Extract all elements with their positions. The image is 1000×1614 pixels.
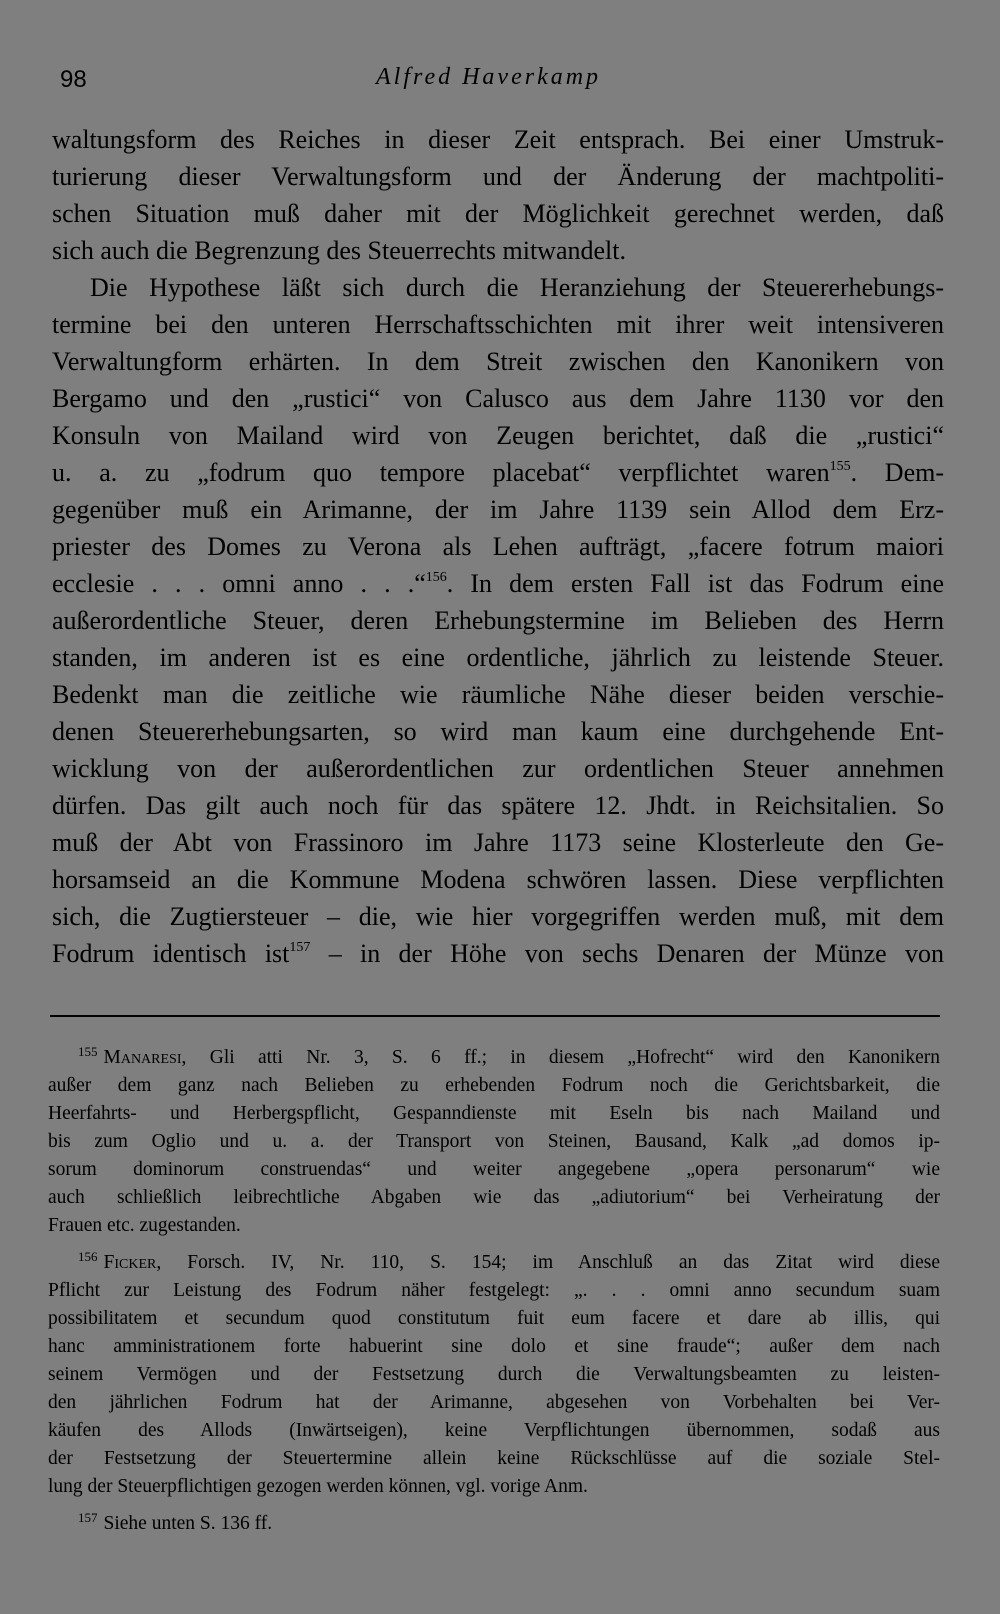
footnote-divider: [50, 1015, 940, 1017]
footnote-line: Heerfahrts- und Herbergspflicht, Gespanndienste mit Eseln bis nach Mailand und: [48, 1103, 940, 1124]
footnote-line: possibilitatem et secundum quod constitutum fuit eum facere et dare ab illis, qui: [48, 1308, 940, 1329]
footnotes: [48, 1044, 940, 1538]
text-segment: Fodrum identisch ist: [52, 939, 290, 968]
text-line: muß der Abt von Frassinoro im Jahre 1173 seine Klosterleute den Ge-: [52, 828, 944, 857]
text-line: gegenüber muß ein Arimanne, der im Jahre 1139 sein Allod dem Erz-: [52, 495, 944, 524]
footnote-line: Pflicht zur Leistung des Fodrum näher festgelegt: „. . . omni anno secundum suam: [48, 1280, 940, 1301]
footnote-line: seinem Vermögen und der Festsetzung durch die Verwaltungsbeamten zu leisten-: [48, 1364, 940, 1385]
footnote-ref-156[interactable]: 156: [425, 570, 447, 585]
footnote-156: [48, 1249, 940, 1277]
footnote-ref-155[interactable]: 155: [829, 459, 851, 474]
text-line: [52, 935, 944, 972]
text-line: sich auch die Begrenzung des Steuerrechts mitwandelt.: [52, 236, 626, 265]
footnote-line: Frauen etc. zugestanden.: [48, 1215, 241, 1236]
text-line: turierung dieser Verwaltungsform und der Änderung der machtpoliti-: [52, 162, 944, 191]
text-line: horsamseid an die Kommune Modena schwören lassen. Diese verpflichten: [52, 865, 944, 894]
footnote-155: [48, 1044, 940, 1072]
text-line: außerordentliche Steuer, deren Erhebungstermine im Belieben des Herrn: [52, 606, 944, 635]
footnote-text: , Gli atti Nr. 3, S. 6 ff.; in diesem „Hofrecht“ wird den Kanonikern: [181, 1047, 940, 1068]
text-segment: ecclesie . . . omni anno . . .“: [52, 569, 426, 598]
running-title: Alfred Haverkamp: [376, 64, 602, 90]
footnote-line: der Festsetzung der Steuertermine allein keine Rückschlüsse auf die soziale Stel-: [48, 1448, 940, 1469]
footnote-number: 156: [78, 1249, 98, 1264]
text-line: standen, im anderen ist es eine ordentliche, jährlich zu leistende Steuer.: [52, 643, 944, 672]
text-line: termine bei den unteren Herrschaftsschichten mit ihrer weit intensiveren: [52, 310, 944, 339]
text-line: sich, die Zugtiersteuer – die, wie hier vorgegriffen werden muß, mit dem: [52, 902, 944, 931]
text-line: [52, 565, 944, 602]
text-line: schen Situation muß daher mit der Möglichkeit gerechnet werden, daß: [52, 199, 944, 228]
text-line: denen Steuererhebungsarten, so wird man kaum eine durchgehende Ent-: [52, 717, 944, 746]
footnote-line: lung der Steuerpflichtigen gezogen werden können, vgl. vorige Anm.: [48, 1476, 588, 1497]
footnote-line: sorum dominorum construendas“ und weiter angegebene „opera personarum“ wie: [48, 1159, 940, 1180]
footnote-line: bis zum Oglio und u. a. der Transport von Steinen, Bausand, Kalk „ad domos ip-: [48, 1131, 940, 1152]
footnote-ref-157[interactable]: 157: [289, 940, 311, 955]
running-head: [58, 62, 940, 102]
text-line: wicklung von der außerordentlichen zur ordentlichen Steuer annehmen: [52, 754, 944, 783]
footnote-line: auch schließlich leibrechtliche Abgaben wie das „adiutorium“ bei Verheiratung der: [48, 1187, 940, 1208]
text-line: Bergamo und den „rustici“ von Calusco aus dem Jahre 1130 vor den: [52, 384, 944, 413]
text-line: [52, 454, 944, 491]
text-line: Konsuln von Mailand wird von Zeugen berichtet, daß die „rustici“: [52, 421, 944, 450]
footnote-number: 157: [78, 1510, 98, 1525]
text-line: waltungsform des Reiches in dieser Zeit entsprach. Bei einer Umstruk-: [52, 125, 944, 154]
text-line: priester des Domes zu Verona als Lehen aufträgt, „facere fotrum maiori: [52, 532, 944, 561]
text-line: Verwaltungform erhärten. In dem Streit zwischen den Kanonikern von: [52, 347, 944, 376]
text-line: Die Hypothese läßt sich durch die Heranziehung der Steuererhebungs-: [90, 273, 944, 302]
text-line: Bedenkt man die zeitliche wie räumliche Nähe dieser beiden verschie-: [52, 680, 944, 709]
footnote-gap: [48, 1501, 940, 1510]
text-segment: u. a. zu „fodrum quo tempore placebat“ verpflichtet waren: [52, 458, 830, 487]
footnote-line: außer dem ganz nach Belieben zu erhebenden Fodrum noch die Gerichtsbarkeit, die: [48, 1075, 940, 1096]
footnote-text: , Forsch. IV, Nr. 110, S. 154; im Anschluß an das Zitat wird diese: [156, 1252, 940, 1273]
footnote-number: 155: [78, 1044, 98, 1059]
main-text: [52, 121, 944, 972]
text-segment: – in der Höhe von sechs Denaren der Münze von: [310, 939, 944, 968]
footnote-author: Ficker: [103, 1252, 157, 1273]
text-line: dürfen. Das gilt auch noch für das spätere 12. Jhdt. in Reichsitalien. So: [52, 791, 944, 820]
footnote-line: hanc amministrationem forte habuerint sine dolo et sine fraude“; außer dem nach: [48, 1336, 940, 1357]
footnote-157: [48, 1510, 940, 1538]
footnote-line: käufen des Allods (Inwärtseigen), keine Verpflichtungen übernommen, sodaß aus: [48, 1420, 940, 1441]
footnote-line: den jährlichen Fodrum hat der Arimanne, abgesehen von Vorbehalten bei Ver-: [48, 1392, 940, 1413]
footnote-gap: [48, 1240, 940, 1249]
page-number: 98: [60, 66, 87, 93]
footnote-author: Manaresi: [103, 1047, 182, 1068]
footnote-text: Siehe unten S. 136 ff.: [103, 1513, 273, 1534]
text-segment: . In dem ersten Fall ist das Fodrum eine: [446, 569, 944, 598]
text-segment: . Dem-: [850, 458, 944, 487]
